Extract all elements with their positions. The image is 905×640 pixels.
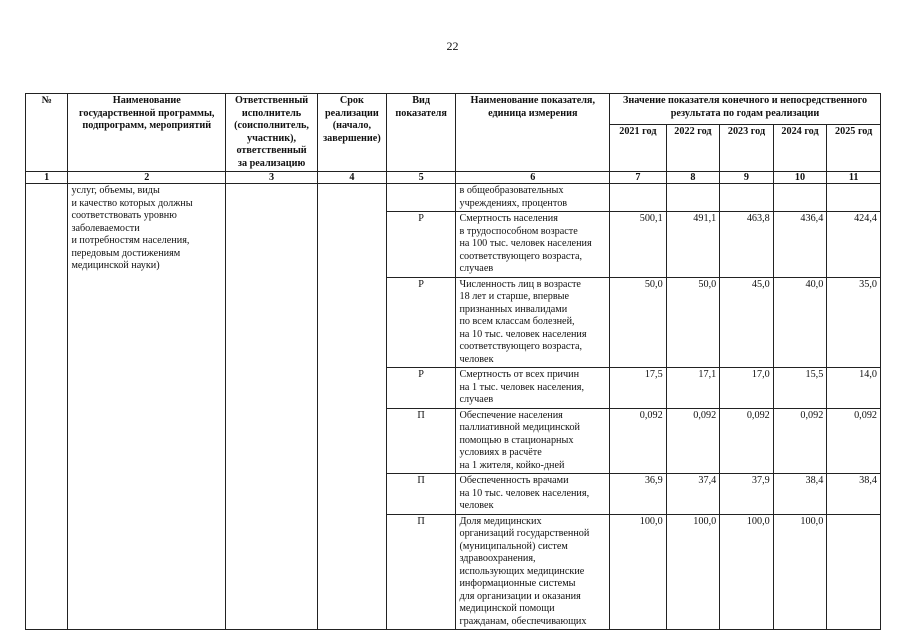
value-2022: [666, 184, 720, 212]
value-2021: 500,1: [610, 212, 667, 278]
column-number: 9: [720, 172, 774, 184]
value-2023: 37,9: [720, 474, 774, 515]
value-2022: 17,1: [666, 368, 720, 409]
header-responsible: Ответственный исполнитель (соисполнитель, участник), ответственный за реализацию: [226, 94, 318, 172]
value-2024: 0,092: [773, 408, 827, 474]
value-2021: [610, 184, 667, 212]
indicators-table: [25, 93, 881, 630]
page-number: 22: [446, 39, 459, 53]
responsible-cell: [226, 184, 318, 630]
term-cell: [318, 184, 387, 630]
value-2024: 15,5: [773, 368, 827, 409]
value-2022: 0,092: [666, 408, 720, 474]
header-program-name: Наименование государственной программы, подпрограмм, мероприятий: [68, 94, 226, 172]
value-2022: 37,4: [666, 474, 720, 515]
value-2024: 436,4: [773, 212, 827, 278]
indicator-type: [386, 184, 456, 212]
column-number: 5: [386, 172, 456, 184]
indicator-name: Обеспечение населения паллиативной медицинской помощью в стационарных условиях в расчёте на 1 жителя, койко-дней: [456, 408, 610, 474]
value-2024: 38,4: [773, 474, 827, 515]
value-2021: 17,5: [610, 368, 667, 409]
value-2022: 100,0: [666, 514, 720, 630]
indicator-type: Р: [386, 277, 456, 368]
value-2023: 463,8: [720, 212, 774, 278]
header-year-2022: 2022 год: [666, 125, 720, 172]
column-number: 3: [226, 172, 318, 184]
column-numbers-row: [26, 172, 881, 184]
column-number: 6: [456, 172, 610, 184]
column-number: 1: [26, 172, 68, 184]
table-row: [26, 184, 881, 212]
column-number: 2: [68, 172, 226, 184]
column-number: 7: [610, 172, 667, 184]
indicator-type: П: [386, 514, 456, 630]
value-2023: [720, 184, 774, 212]
value-2021: 50,0: [610, 277, 667, 368]
value-2021: 36,9: [610, 474, 667, 515]
row-number-cell: [26, 184, 68, 630]
value-2025: 35,0: [827, 277, 881, 368]
value-2025: 14,0: [827, 368, 881, 409]
value-2021: 100,0: [610, 514, 667, 630]
column-number: 10: [773, 172, 827, 184]
value-2022: 491,1: [666, 212, 720, 278]
program-name-cell: услуг, объемы, виды и качество которых должны соответствовать уровню заболеваемости и потребностям населения, передовым достижениям медицинской науки): [68, 184, 226, 630]
header-number: №: [26, 94, 68, 172]
value-2024: 40,0: [773, 277, 827, 368]
column-number: 11: [827, 172, 881, 184]
indicator-name: Смертность населения в трудоспособном возрасте на 100 тыс. человек населения соответствующего возраста, случаев: [456, 212, 610, 278]
value-2025: [827, 184, 881, 212]
value-2023: 0,092: [720, 408, 774, 474]
header-term: Срок реализации (начало, завершение): [318, 94, 387, 172]
indicator-type: Р: [386, 212, 456, 278]
indicator-name: Доля медицинских организаций государственной (муниципальной) систем здравоохранения, использующих медицинские информационные системы для организации и оказания медицинской помощи гражданам, обеспечивающих: [456, 514, 610, 630]
value-2025: 38,4: [827, 474, 881, 515]
value-2024: 100,0: [773, 514, 827, 630]
value-2025: 424,4: [827, 212, 881, 278]
header-year-2021: 2021 год: [610, 125, 667, 172]
header-year-2024: 2024 год: [773, 125, 827, 172]
value-2023: 17,0: [720, 368, 774, 409]
indicator-name: в общеобразовательных учреждениях, процентов: [456, 184, 610, 212]
header-row: [26, 94, 881, 125]
header-year-2023: 2023 год: [720, 125, 774, 172]
indicator-name: Численность лиц в возрасте 18 лет и старше, впервые признанных инвалидами по всем классам болезней, на 10 тыс. человек населения соответствующего возраста, человек: [456, 277, 610, 368]
header-indicator-type: Вид показателя: [386, 94, 456, 172]
indicator-name: Обеспеченность врачами на 10 тыс. человек населения, человек: [456, 474, 610, 515]
indicator-type: П: [386, 408, 456, 474]
value-2022: 50,0: [666, 277, 720, 368]
header-values-group: Значение показателя конечного и непосредственного результата по годам реализации: [610, 94, 881, 125]
column-number: 4: [318, 172, 387, 184]
indicator-name: Смертность от всех причин на 1 тыс. человек населения, случаев: [456, 368, 610, 409]
indicator-type: Р: [386, 368, 456, 409]
value-2025: [827, 514, 881, 630]
header-indicator-name: Наименование показателя, единица измерения: [456, 94, 610, 172]
value-2023: 100,0: [720, 514, 774, 630]
value-2024: [773, 184, 827, 212]
value-2021: 0,092: [610, 408, 667, 474]
indicator-type: П: [386, 474, 456, 515]
header-year-2025: 2025 год: [827, 125, 881, 172]
value-2023: 45,0: [720, 277, 774, 368]
value-2025: 0,092: [827, 408, 881, 474]
column-number: 8: [666, 172, 720, 184]
